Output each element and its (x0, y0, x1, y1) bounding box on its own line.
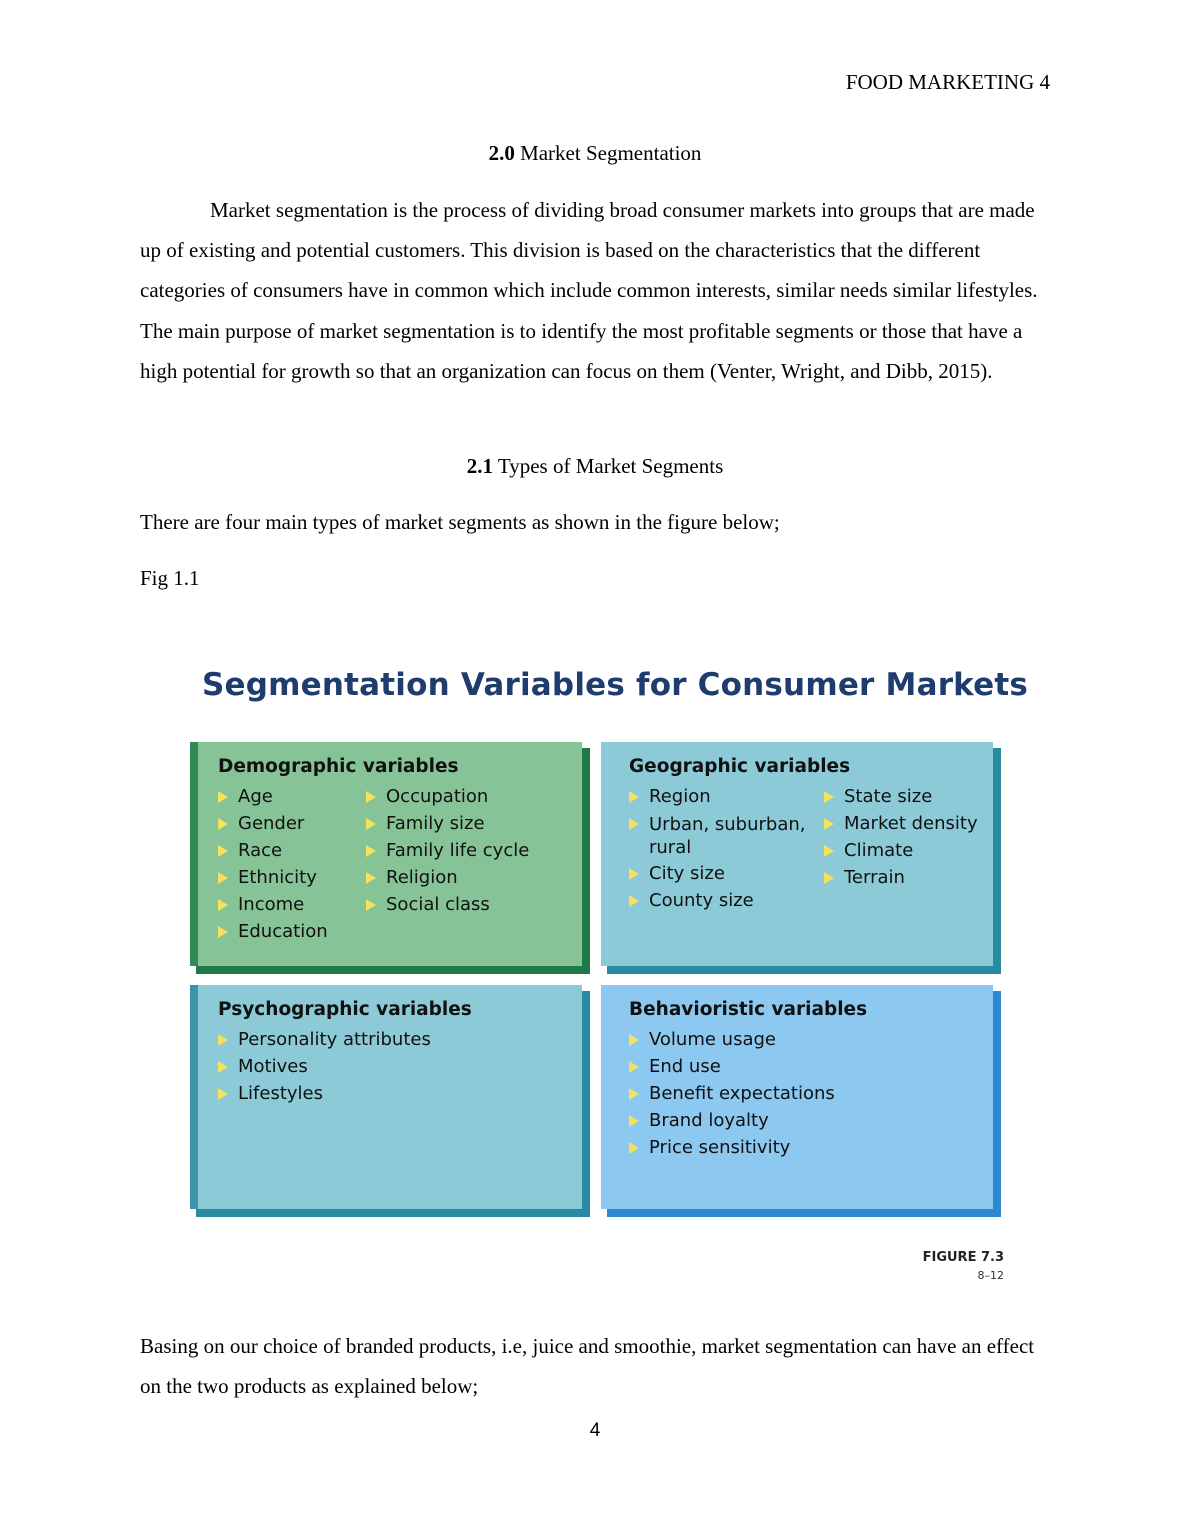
section-title: Market Segmentation (520, 141, 702, 165)
list-item: Religion (366, 867, 529, 894)
list-item: County size (629, 890, 809, 917)
list-item: Income (218, 894, 328, 921)
demographic-list-2 (366, 786, 529, 921)
list-item: Motives (218, 1056, 431, 1083)
arrow-bullet-icon (629, 1115, 639, 1127)
arrow-bullet-icon (629, 868, 639, 880)
arrow-bullet-icon (824, 872, 834, 884)
section-title: Types of Market Segments (497, 454, 724, 478)
arrow-bullet-icon (218, 791, 228, 803)
arrow-bullet-icon (218, 845, 228, 857)
list-item: Terrain (824, 867, 978, 894)
list-item: Occupation (366, 786, 529, 813)
list-item: Brand loyalty (629, 1110, 835, 1137)
psychographic-panel (190, 985, 590, 1217)
behavioristic-panel (601, 985, 1001, 1217)
intro-sentence: There are four main types of market segments as shown in the figure below; (140, 510, 780, 534)
list-item: City size (629, 863, 809, 890)
behavioristic-list (629, 1029, 835, 1164)
list-item: Gender (218, 813, 328, 840)
list-item: Region (629, 786, 809, 813)
section-number: 2.1 (466, 454, 493, 478)
geographic-list-1 (629, 786, 809, 917)
arrow-bullet-icon (218, 1088, 228, 1100)
figure-page-ref: 8–12 (977, 1269, 1004, 1282)
closing-paragraph: Basing on our choice of branded products, i.e, juice and smoothie, market segmentation can have an effect on the two products as explained below; (140, 1334, 1035, 1399)
arrow-bullet-icon (629, 1088, 639, 1100)
geographic-panel (601, 742, 1001, 974)
arrow-bullet-icon (629, 895, 639, 907)
arrow-bullet-icon (366, 872, 376, 884)
page-number: 4 (589, 1420, 601, 1441)
arrow-bullet-icon (366, 791, 376, 803)
arrow-bullet-icon (629, 1061, 639, 1073)
psychographic-list (218, 1029, 431, 1110)
section-number: 2.0 (488, 141, 515, 165)
segmentation-figure (180, 650, 1029, 1290)
arrow-bullet-icon (824, 791, 834, 803)
panel-title: Demographic variables (218, 756, 459, 777)
list-item: State size (824, 786, 978, 813)
section-heading-2-0 (0, 141, 1190, 166)
figure-title: Segmentation Variables for Consumer Markets (202, 667, 1029, 703)
list-item: Urban, suburban, rural (629, 813, 809, 863)
arrow-bullet-icon (218, 926, 228, 938)
list-item: Social class (366, 894, 529, 921)
arrow-bullet-icon (218, 818, 228, 830)
arrow-bullet-icon (629, 818, 639, 830)
demographic-list-1 (218, 786, 328, 948)
arrow-bullet-icon (629, 1142, 639, 1154)
list-item: Climate (824, 840, 978, 867)
list-item: Family size (366, 813, 529, 840)
geographic-list-2 (824, 786, 978, 894)
arrow-bullet-icon (218, 899, 228, 911)
list-item: Lifestyles (218, 1083, 431, 1110)
panel-title: Behavioristic variables (629, 999, 868, 1020)
arrow-bullet-icon (366, 845, 376, 857)
body-paragraph: Market segmentation is the process of dividing broad consumer markets into groups that are made up of existing and potential customers. This division is based on the characteristics that the different categories of consumers have in common which include common interests, similar needs similar lifestyles. The main purpose of market segmentation is to identify the most profitable segments or those that have a high potential for growth so that an organization can focus on them (Venter, Wright, and Dibb, 2015). (140, 198, 1038, 383)
arrow-bullet-icon (218, 1034, 228, 1046)
list-item: Family life cycle (366, 840, 529, 867)
arrow-bullet-icon (366, 818, 376, 830)
arrow-bullet-icon (218, 1061, 228, 1073)
list-item: Volume usage (629, 1029, 835, 1056)
panel-title: Geographic variables (629, 756, 851, 777)
list-item: Market density (824, 813, 978, 840)
panel-title: Psychographic variables (218, 999, 472, 1020)
list-item: Benefit expectations (629, 1083, 835, 1110)
demographic-panel (190, 742, 590, 974)
running-head: FOOD MARKETING 4 (845, 70, 1050, 94)
arrow-bullet-icon (824, 818, 834, 830)
arrow-bullet-icon (824, 845, 834, 857)
list-item: Education (218, 921, 328, 948)
arrow-bullet-icon (218, 872, 228, 884)
list-item: End use (629, 1056, 835, 1083)
section-heading-2-1 (0, 454, 1190, 479)
list-item: Personality attributes (218, 1029, 431, 1056)
list-item: Age (218, 786, 328, 813)
list-item: Price sensitivity (629, 1137, 835, 1164)
arrow-bullet-icon (629, 791, 639, 803)
arrow-bullet-icon (629, 1034, 639, 1046)
figure-caption: Fig 1.1 (140, 566, 200, 590)
list-item: Race (218, 840, 328, 867)
arrow-bullet-icon (366, 899, 376, 911)
figure-label: FIGURE 7.3 (922, 1250, 1004, 1265)
list-item: Ethnicity (218, 867, 328, 894)
